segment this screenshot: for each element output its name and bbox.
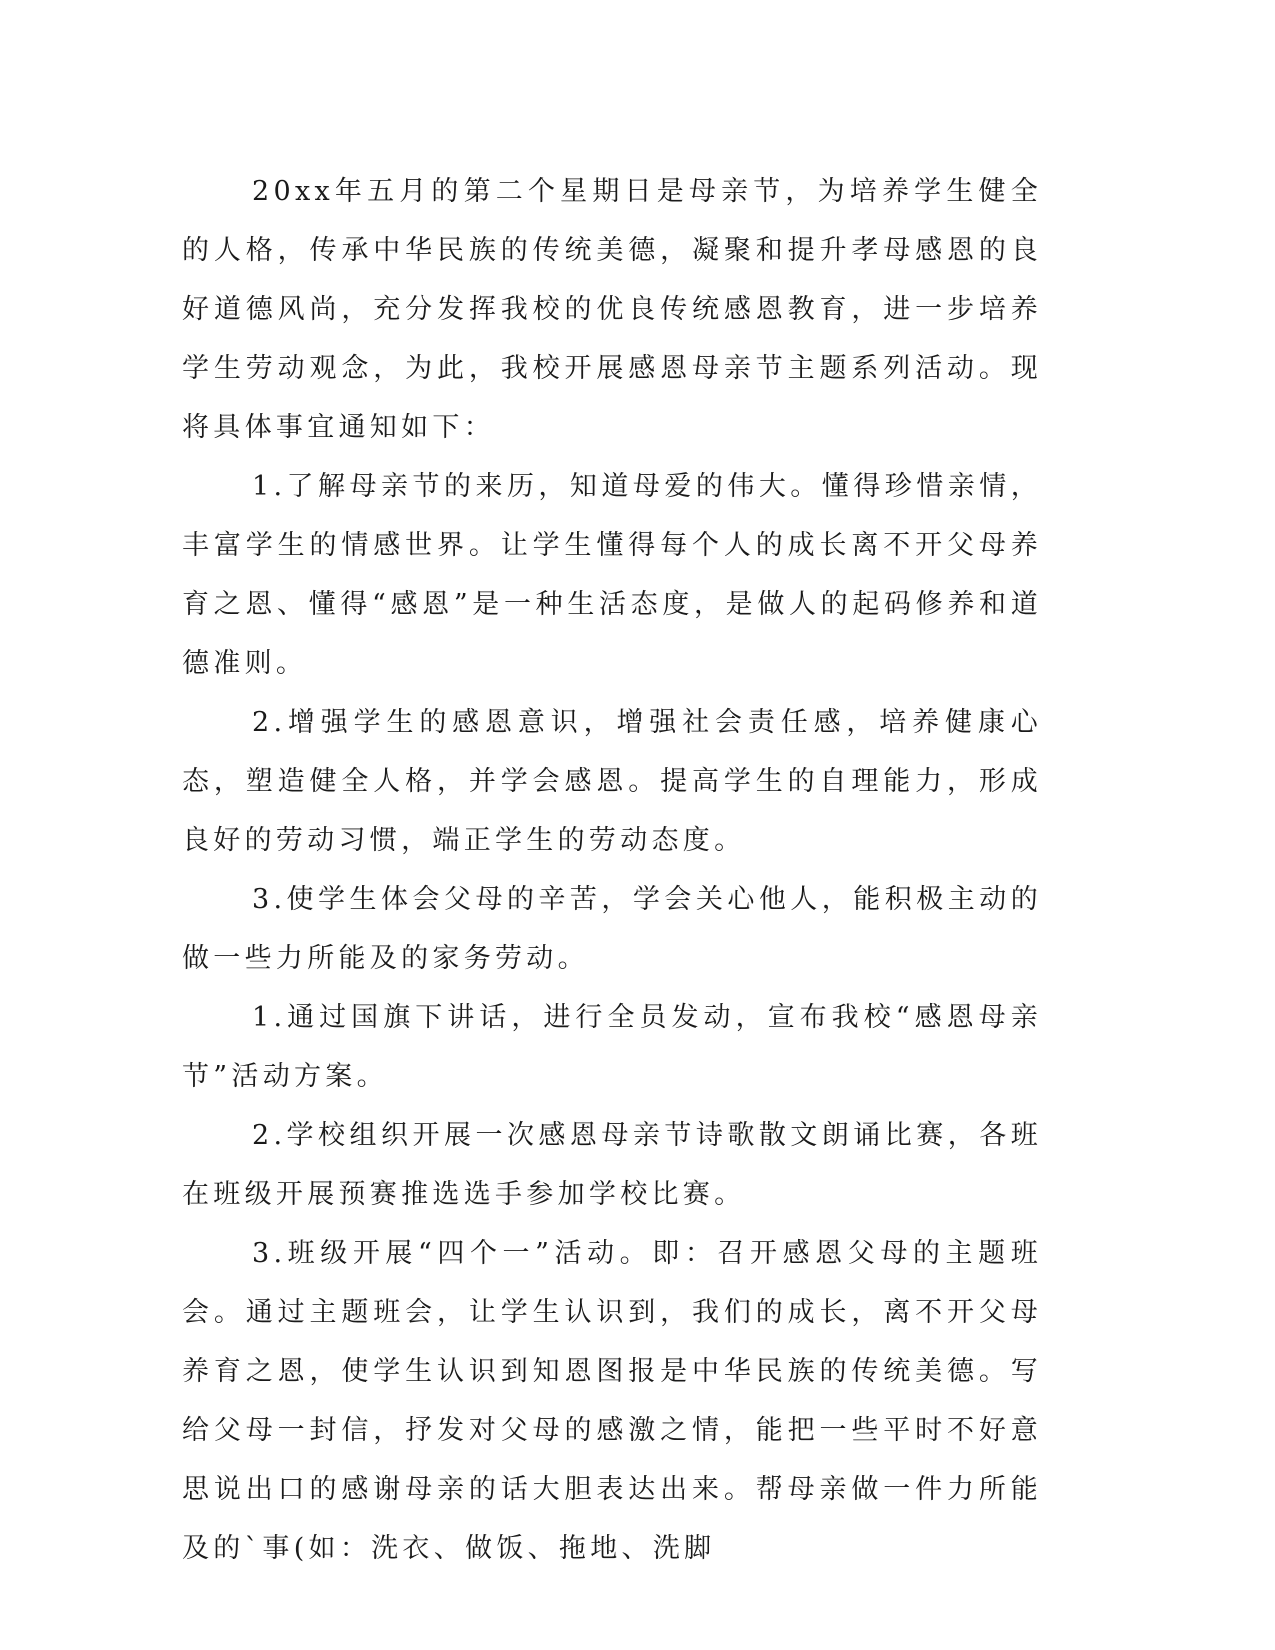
paragraph-goal-1: 1.了解母亲节的来历，知道母爱的伟大。懂得珍惜亲情，丰富学生的情感世界。让学生懂得每个人的成长离不开父母养育之恩、懂得“感恩”是一种生活态度，是做人的起码修养和道德准则。 — [182, 471, 1042, 679]
paragraph-activity-3: 3.班级开展“四个一”活动。即：召开感恩父母的主题班会。通过主题班会，让学生认识到，我们的成长，离不开父母养育之恩，使学生认识到知恩图报是中华民族的传统美德。写给父母一封信，抒发对父母的感激之情，能把一些平时不好意思说出口的感谢母亲的话大胆表达出来。帮母亲做一件力所能及的`事(如：洗衣、做饭、拖地、洗脚 — [182, 1238, 1042, 1564]
paragraph-goal-2: 2.增强学生的感恩意识，增强社会责任感，培养健康心态，塑造健全人格，并学会感恩。提高学生的自理能力，形成良好的劳动习惯，端正学生的劳动态度。 — [182, 707, 1042, 856]
paragraph-activity-2: 2.学校组织开展一次感恩母亲节诗歌散文朗诵比赛，各班在班级开展预赛推选选手参加学校比赛。 — [182, 1120, 1042, 1210]
paragraph-intro: 20xx年五月的第二个星期日是母亲节，为培养学生健全的人格，传承中华民族的传统美德，凝聚和提升孝母感恩的良好道德风尚，充分发挥我校的优良传统感恩教育，进一步培养学生劳动观念，为此，我校开展感恩母亲节主题系列活动。现将具体事宜通知如下： — [182, 176, 1042, 443]
paragraph-goal-3: 3.使学生体会父母的辛苦，学会关心他人，能积极主动的做一些力所能及的家务劳动。 — [182, 884, 1042, 974]
paragraph-activity-1: 1.通过国旗下讲话，进行全员发动，宣布我校“感恩母亲节”活动方案。 — [182, 1002, 1042, 1092]
document-body — [182, 162, 1042, 1578]
